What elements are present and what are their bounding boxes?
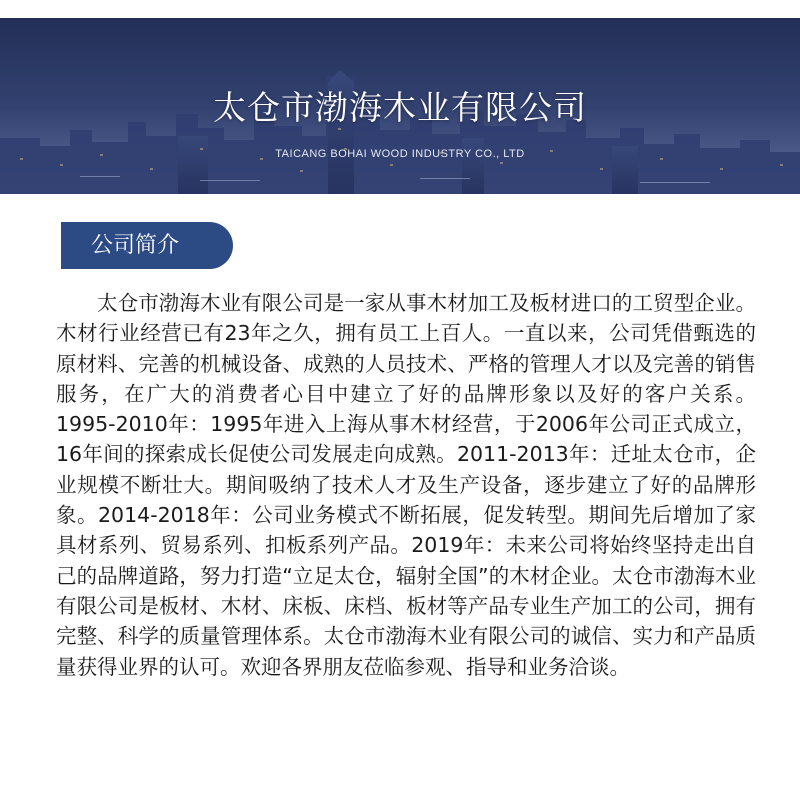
section-title-badge: [61, 222, 233, 269]
company-title: 太仓市渤海木业有限公司: [213, 88, 587, 127]
company-intro-text: 太仓市渤海木业有限公司是一家从事木材加工及板材进口的工贸型企业。木材行业经营已有23年之久，拥有员工上百人。一直以来，公司凭借甄选的原材料、完善的机械设备、成熟的人员技术、严格的管理人才以及完善的销售服务，在广大的消费者心目中建立了好的品牌形象以及好的客户关系。 1995-2010年：1995年进入上海从事木材经营，于2006年公司正式成立，16年间的探索成长促使公司发展走向成熟。2011-2013年：迁址太仓市，企业规模不断壮大。期间吸纳了技术人才及生产设备，逐步建立了好的品牌形象。2014-2018年：公司业务模式不断拓展，促发转型。期间先后增加了家具材系列、贸易系列、扣板系列产品。2019年：未来公司将始终坚持走出自己的品牌道路，努力打造“立足太仓，辐射全国”的木材企业。太仓市渤海木业有限公司是板材、木材、床板、床档、板材等产品专业生产加工的公司，拥有完整、科学的质量管理体系。太仓市渤海木业有限公司的诚信、实力和产品质量获得业界的认可。欢迎各界朋友莅临参观、指导和业务洽谈。: [56, 291, 756, 679]
section-title: 公司简介: [91, 233, 180, 258]
company-subtitle: TAICANG BOHAI WOOD INDUSTRY CO., LTD: [275, 148, 525, 160]
header-banner: [0, 18, 800, 194]
